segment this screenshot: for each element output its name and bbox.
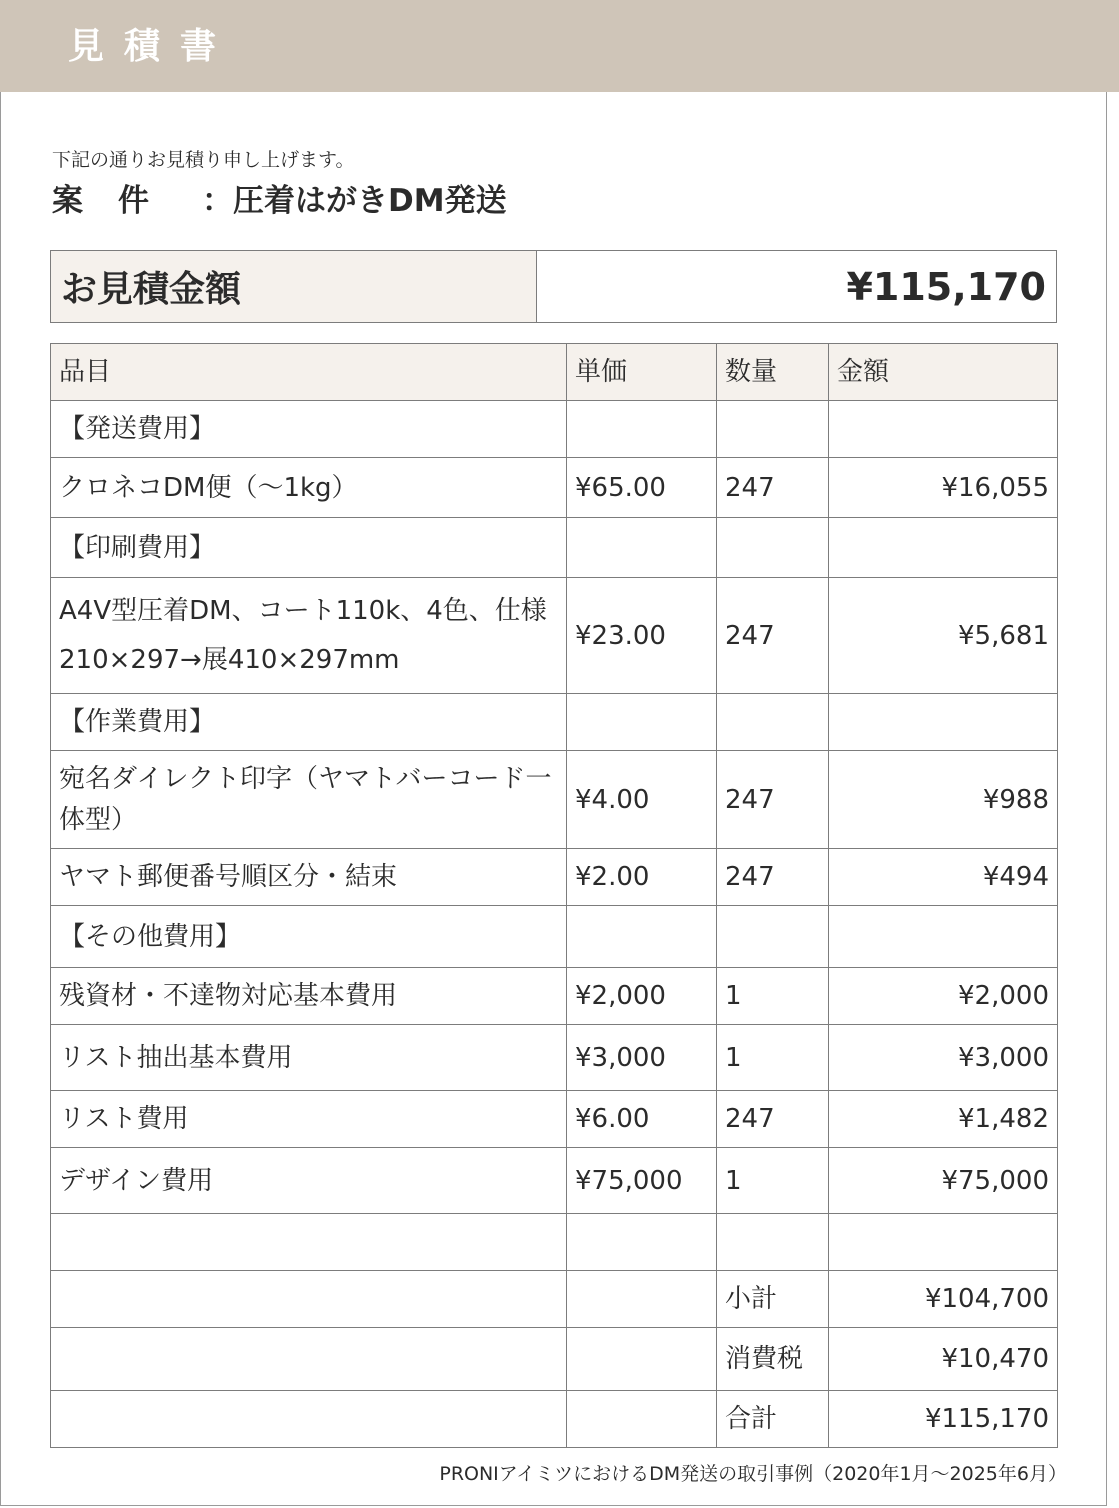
- header-item: 品目: [51, 344, 567, 401]
- item-name: ヤマト郵便番号順区分・結束: [51, 849, 567, 906]
- header-quantity: 数量: [717, 344, 829, 401]
- subject-label: 案 件: [52, 183, 151, 219]
- unit-price: ¥2.00: [567, 849, 717, 906]
- section-label: 【その他費用】: [51, 906, 567, 968]
- quantity: 247: [717, 751, 829, 849]
- section-row: [51, 401, 1058, 458]
- total-label: 合計: [717, 1391, 829, 1448]
- table-row: [51, 1148, 1058, 1214]
- section-label: 【作業費用】: [51, 694, 567, 751]
- amount: ¥1,482: [829, 1091, 1058, 1148]
- subtotal-label: 小計: [717, 1271, 829, 1328]
- item-name: クロネコDM便（〜1kg）: [51, 458, 567, 518]
- amount: ¥16,055: [829, 458, 1058, 518]
- table-header-row: [51, 344, 1058, 401]
- table-row: [51, 458, 1058, 518]
- unit-price: ¥75,000: [567, 1148, 717, 1214]
- item-name: 宛名ダイレクト印字（ヤマトバーコード一体型）: [51, 751, 567, 849]
- table-row: [51, 968, 1058, 1025]
- unit-price: ¥6.00: [567, 1091, 717, 1148]
- quantity: 1: [717, 968, 829, 1025]
- estimate-total-label: お見積金額: [51, 251, 537, 322]
- quantity: 1: [717, 1148, 829, 1214]
- item-name: デザイン費用: [51, 1148, 567, 1214]
- unit-price: ¥4.00: [567, 751, 717, 849]
- subject-separator: ：: [202, 183, 233, 219]
- amount: ¥75,000: [829, 1148, 1058, 1214]
- quantity: 247: [717, 1091, 829, 1148]
- section-row: [51, 906, 1058, 968]
- footnote: PRONIアイミツにおけるDM発送の取引事例（2020年1月〜2025年6月）: [439, 1463, 1067, 1485]
- amount: ¥3,000: [829, 1025, 1058, 1091]
- section-label: 【印刷費用】: [51, 518, 567, 578]
- amount: ¥2,000: [829, 968, 1058, 1025]
- quantity: 1: [717, 1025, 829, 1091]
- estimate-total-amount: ¥115,170: [846, 264, 1046, 309]
- tax-value: ¥10,470: [829, 1328, 1058, 1391]
- tax-row: [51, 1328, 1058, 1391]
- unit-price: ¥23.00: [567, 578, 717, 694]
- subject-line: [52, 180, 507, 222]
- amount: ¥5,681: [829, 578, 1058, 694]
- total-row: [51, 1391, 1058, 1448]
- amount: ¥494: [829, 849, 1058, 906]
- estimate-total-box: [50, 250, 1057, 323]
- item-name: リスト費用: [51, 1091, 567, 1148]
- header-amount: 金額: [829, 344, 1058, 401]
- quantity: 247: [717, 578, 829, 694]
- section-row: [51, 518, 1058, 578]
- amount: ¥988: [829, 751, 1058, 849]
- table-row: [51, 1025, 1058, 1091]
- intro-text: 下記の通りお見積り申し上げます。: [52, 149, 355, 171]
- unit-price: ¥3,000: [567, 1025, 717, 1091]
- quantity: 247: [717, 458, 829, 518]
- table-row: [51, 849, 1058, 906]
- empty-row: [51, 1214, 1058, 1271]
- item-name: 残資材・不達物対応基本費用: [51, 968, 567, 1025]
- subtotal-row: [51, 1271, 1058, 1328]
- tax-label: 消費税: [717, 1328, 829, 1391]
- section-label: 【発送費用】: [51, 401, 567, 458]
- subject-value: 圧着はがきDM発送: [233, 183, 507, 219]
- item-name: リスト抽出基本費用: [51, 1025, 567, 1091]
- unit-price: ¥65.00: [567, 458, 717, 518]
- item-name: A4V型圧着DM、コート110k、4色、仕様210×297→展410×297mm: [51, 578, 567, 694]
- total-value: ¥115,170: [829, 1391, 1058, 1448]
- header-bar: [0, 0, 1119, 92]
- line-items-table: [50, 343, 1058, 1448]
- quantity: 247: [717, 849, 829, 906]
- document-title: 見積書: [68, 26, 237, 67]
- subtotal-value: ¥104,700: [829, 1271, 1058, 1328]
- table-row: [51, 751, 1058, 849]
- table-row: [51, 1091, 1058, 1148]
- section-row: [51, 694, 1058, 751]
- table-row: [51, 578, 1058, 694]
- header-unit-price: 単価: [567, 344, 717, 401]
- unit-price: ¥2,000: [567, 968, 717, 1025]
